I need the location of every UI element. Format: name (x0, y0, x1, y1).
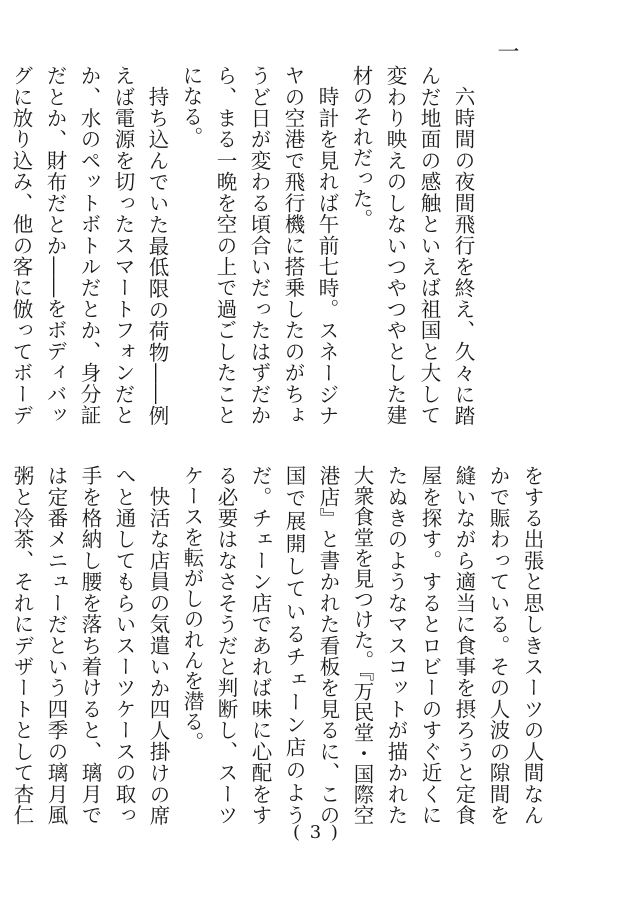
page-number: ( 3 ) (293, 822, 340, 843)
paragraph: 六時間の夜間飛行を終え、久々に踏んだ地面の感触といえば祖国と大して変わり映えのしないつやつやとした建材のそれだった。 (349, 65, 475, 425)
paragraph: をする出張と思しきスーツの人間なんかで賑わっている。その人波の隙間を縫いながら適当に食事を摂ろうと定食屋を探す。するとロビーのすぐ近くにたぬきのようなマスコットが描かれた大衆食堂を見つけた。『万民堂・国際空港店』と書かれた看板を見るに、この国で展開しているチェーン店のようだ。チェーン店であれば味に心配をする必要はなさそうだと判断し、スーツケースを転がしのれんを潜る。 (180, 465, 544, 825)
upper-text-block (9, 65, 480, 425)
lower-text-block (10, 465, 549, 825)
paragraph: 持ち込んでいた最低限の荷物――例えば電源を切ったスマートフォンだとか、水のペットボトルだとか、身分証だとか、財布だとか――をボディバッグに放り込み、他の客に倣ってボーデ (9, 65, 169, 425)
chapter-number: 一 (494, 40, 519, 62)
paragraph: 時計を見れば午前七時。スネージナヤの空港で飛行機に搭乗したのがちょうど日が変わる頃合いだったはずだから、まる一晩を空の上で過ごしたことになる。 (179, 65, 339, 425)
paragraph: 快活な店員の気遣いか四人掛けの席へと通してもらいスーツケースの取っ手を格納し腰を落ち着けると、璃月では定番メニューだという四季の璃月風粥と冷茶、それにデザートとして杏仁 (10, 465, 170, 825)
